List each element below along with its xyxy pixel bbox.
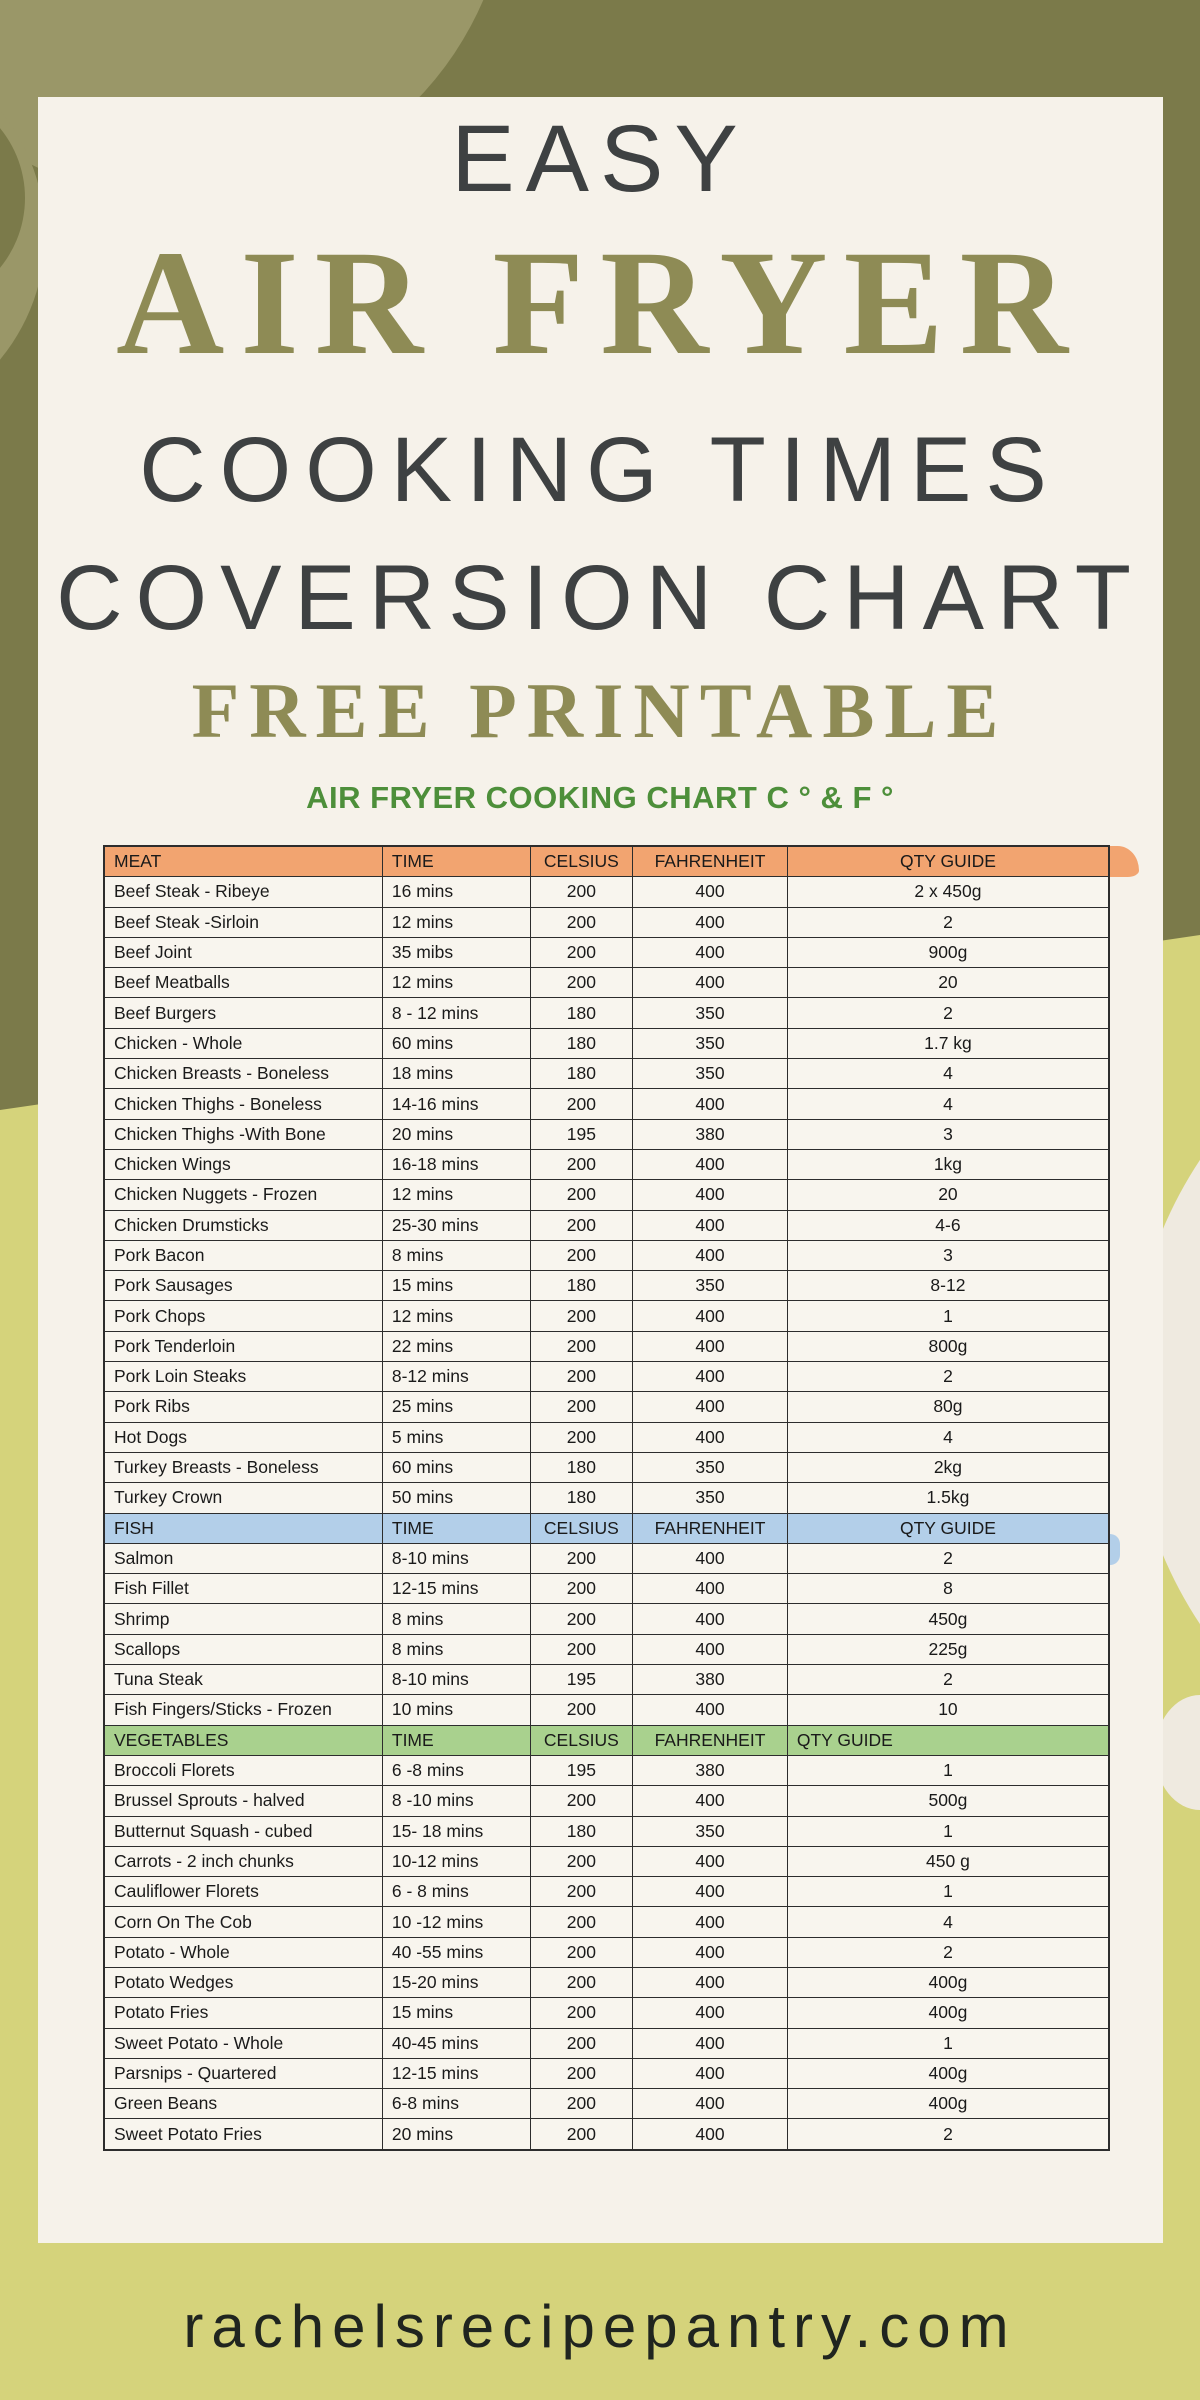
table-row xyxy=(104,968,1109,998)
food-cell: Chicken Thighs - Boneless xyxy=(104,1089,382,1119)
table-row xyxy=(104,1483,1109,1513)
food-cell: Parsnips - Quartered xyxy=(104,2058,382,2088)
celsius-cell: 200 xyxy=(530,1240,633,1270)
fahrenheit-cell: 400 xyxy=(633,1604,788,1634)
table-row xyxy=(104,1180,1109,1210)
time-cell: 35 mibs xyxy=(382,937,530,967)
celsius-cell: 200 xyxy=(530,1362,633,1392)
time-cell: 6-8 mins xyxy=(382,2089,530,2119)
qty-cell: 400g xyxy=(787,2089,1109,2119)
food-cell: Pork Sausages xyxy=(104,1271,382,1301)
column-header-fahrenheit: FAHRENHEIT xyxy=(633,1513,788,1543)
fahrenheit-cell: 400 xyxy=(633,1301,788,1331)
fahrenheit-cell: 400 xyxy=(633,1907,788,1937)
table-row xyxy=(104,1755,1109,1785)
qty-cell: 20 xyxy=(787,968,1109,998)
table-row xyxy=(104,1574,1109,1604)
fahrenheit-cell: 400 xyxy=(633,1574,788,1604)
table-row xyxy=(104,1786,1109,1816)
celsius-cell: 200 xyxy=(530,1392,633,1422)
table-row xyxy=(104,1331,1109,1361)
time-cell: 15-20 mins xyxy=(382,1967,530,1997)
fahrenheit-cell: 400 xyxy=(633,1331,788,1361)
fahrenheit-cell: 400 xyxy=(633,1543,788,1573)
fahrenheit-cell: 400 xyxy=(633,1089,788,1119)
food-cell: Tuna Steak xyxy=(104,1665,382,1695)
time-cell: 15 mins xyxy=(382,1998,530,2028)
time-cell: 60 mins xyxy=(382,1028,530,1058)
qty-cell: 1.5kg xyxy=(787,1483,1109,1513)
time-cell: 22 mins xyxy=(382,1331,530,1361)
fahrenheit-cell: 350 xyxy=(633,1483,788,1513)
table-row xyxy=(104,937,1109,967)
fahrenheit-cell: 400 xyxy=(633,1877,788,1907)
food-cell: Turkey Breasts - Boneless xyxy=(104,1452,382,1482)
table-row xyxy=(104,1937,1109,1967)
table-row xyxy=(104,2058,1109,2088)
qty-cell: 4 xyxy=(787,1059,1109,1089)
fahrenheit-cell: 400 xyxy=(633,1634,788,1664)
table-row xyxy=(104,1604,1109,1634)
celsius-cell: 200 xyxy=(530,1210,633,1240)
time-cell: 40-45 mins xyxy=(382,2028,530,2058)
celsius-cell: 200 xyxy=(530,1634,633,1664)
qty-cell: 2 xyxy=(787,1543,1109,1573)
time-cell: 8 - 12 mins xyxy=(382,998,530,1028)
celsius-cell: 200 xyxy=(530,2058,633,2088)
time-cell: 12-15 mins xyxy=(382,2058,530,2088)
celsius-cell: 200 xyxy=(530,2089,633,2119)
celsius-cell: 200 xyxy=(530,2028,633,2058)
time-cell: 16-18 mins xyxy=(382,1149,530,1179)
food-cell: Chicken - Whole xyxy=(104,1028,382,1058)
column-header-qty-guide: QTY GUIDE xyxy=(787,1513,1109,1543)
qty-cell: 400g xyxy=(787,1998,1109,2028)
food-cell: Potato Fries xyxy=(104,1998,382,2028)
qty-cell: 20 xyxy=(787,1180,1109,1210)
qty-cell: 4 xyxy=(787,1422,1109,1452)
fahrenheit-cell: 400 xyxy=(633,1998,788,2028)
time-cell: 12-15 mins xyxy=(382,1574,530,1604)
table-row xyxy=(104,1149,1109,1179)
time-cell: 60 mins xyxy=(382,1452,530,1482)
column-header-celsius: CELSIUS xyxy=(530,1725,633,1755)
time-cell: 40 -55 mins xyxy=(382,1937,530,1967)
celsius-cell: 200 xyxy=(530,877,633,907)
table-row xyxy=(104,2089,1109,2119)
table-row xyxy=(104,1301,1109,1331)
qty-cell: 900g xyxy=(787,937,1109,967)
celsius-cell: 180 xyxy=(530,1059,633,1089)
fahrenheit-cell: 400 xyxy=(633,1846,788,1876)
celsius-cell: 180 xyxy=(530,1483,633,1513)
time-cell: 8 -10 mins xyxy=(382,1786,530,1816)
fahrenheit-cell: 400 xyxy=(633,968,788,998)
table-row xyxy=(104,907,1109,937)
food-cell: Pork Chops xyxy=(104,1301,382,1331)
food-cell: Fish Fingers/Sticks - Frozen xyxy=(104,1695,382,1725)
fahrenheit-cell: 350 xyxy=(633,998,788,1028)
qty-cell: 2 xyxy=(787,998,1109,1028)
table-row xyxy=(104,1998,1109,2028)
celsius-cell: 200 xyxy=(530,1301,633,1331)
fahrenheit-cell: 400 xyxy=(633,2089,788,2119)
time-cell: 20 mins xyxy=(382,2119,530,2150)
column-header-qty-guide: QTY GUIDE xyxy=(787,1725,1109,1755)
food-cell: Chicken Nuggets - Frozen xyxy=(104,1180,382,1210)
fahrenheit-cell: 400 xyxy=(633,2119,788,2150)
fahrenheit-cell: 400 xyxy=(633,2058,788,2088)
food-cell: Sweet Potato - Whole xyxy=(104,2028,382,2058)
fahrenheit-cell: 400 xyxy=(633,1240,788,1270)
chart-title: AIR FRYER COOKING CHART C ° & F ° xyxy=(306,780,894,815)
celsius-cell: 180 xyxy=(530,1452,633,1482)
food-cell: Potato - Whole xyxy=(104,1937,382,1967)
time-cell: 6 -8 mins xyxy=(382,1755,530,1785)
table-row xyxy=(104,1967,1109,1997)
fahrenheit-cell: 380 xyxy=(633,1119,788,1149)
qty-cell: 2 xyxy=(787,1665,1109,1695)
qty-cell: 3 xyxy=(787,1240,1109,1270)
food-cell: Chicken Breasts - Boneless xyxy=(104,1059,382,1089)
qty-cell: 400g xyxy=(787,2058,1109,2088)
time-cell: 18 mins xyxy=(382,1059,530,1089)
celsius-cell: 195 xyxy=(530,1755,633,1785)
cooking-times-table xyxy=(103,845,1110,2151)
food-cell: Pork Loin Steaks xyxy=(104,1362,382,1392)
time-cell: 8-10 mins xyxy=(382,1665,530,1695)
footer-website: rachelsrecipepantry.com xyxy=(183,2293,1017,2360)
celsius-cell: 200 xyxy=(530,1846,633,1876)
table-row xyxy=(104,1665,1109,1695)
celsius-cell: 200 xyxy=(530,2119,633,2150)
table-row xyxy=(104,1907,1109,1937)
qty-cell: 450g xyxy=(787,1604,1109,1634)
fahrenheit-cell: 400 xyxy=(633,907,788,937)
section-header-row-meat xyxy=(104,846,1109,877)
column-header-celsius: CELSIUS xyxy=(530,1513,633,1543)
celsius-cell: 200 xyxy=(530,937,633,967)
celsius-cell: 195 xyxy=(530,1119,633,1149)
celsius-cell: 200 xyxy=(530,1422,633,1452)
table-row xyxy=(104,1816,1109,1846)
table-row xyxy=(104,1695,1109,1725)
time-cell: 6 - 8 mins xyxy=(382,1877,530,1907)
qty-cell: 1 xyxy=(787,1301,1109,1331)
food-cell: Pork Tenderloin xyxy=(104,1331,382,1361)
time-cell: 8 mins xyxy=(382,1240,530,1270)
food-cell: Cauliflower Florets xyxy=(104,1877,382,1907)
celsius-cell: 200 xyxy=(530,1695,633,1725)
time-cell: 15- 18 mins xyxy=(382,1816,530,1846)
table-row xyxy=(104,1422,1109,1452)
table-row xyxy=(104,1028,1109,1058)
fahrenheit-cell: 400 xyxy=(633,1392,788,1422)
table-row xyxy=(104,1210,1109,1240)
title-easy: EASY xyxy=(451,106,749,212)
qty-cell: 8 xyxy=(787,1574,1109,1604)
time-cell: 10-12 mins xyxy=(382,1846,530,1876)
fahrenheit-cell: 350 xyxy=(633,1059,788,1089)
celsius-cell: 200 xyxy=(530,1149,633,1179)
section-name-cell: MEAT xyxy=(104,846,382,877)
time-cell: 50 mins xyxy=(382,1483,530,1513)
table-row xyxy=(104,1392,1109,1422)
fahrenheit-cell: 350 xyxy=(633,1452,788,1482)
column-header-time: TIME xyxy=(382,1725,530,1755)
column-header-time: TIME xyxy=(382,846,530,877)
celsius-cell: 195 xyxy=(530,1665,633,1695)
celsius-cell: 200 xyxy=(530,968,633,998)
fahrenheit-cell: 400 xyxy=(633,1210,788,1240)
column-header-time: TIME xyxy=(382,1513,530,1543)
title-cooking-times: COOKING TIMES xyxy=(139,419,1061,521)
food-cell: Beef Joint xyxy=(104,937,382,967)
qty-cell: 1 xyxy=(787,1755,1109,1785)
qty-cell: 1.7 kg xyxy=(787,1028,1109,1058)
celsius-cell: 200 xyxy=(530,1089,633,1119)
column-header-celsius: CELSIUS xyxy=(530,846,633,877)
qty-cell: 8-12 xyxy=(787,1271,1109,1301)
celsius-cell: 200 xyxy=(530,1907,633,1937)
time-cell: 8 mins xyxy=(382,1634,530,1664)
time-cell: 20 mins xyxy=(382,1119,530,1149)
qty-cell: 10 xyxy=(787,1695,1109,1725)
food-cell: Scallops xyxy=(104,1634,382,1664)
food-cell: Chicken Wings xyxy=(104,1149,382,1179)
column-header-qty-guide: QTY GUIDE xyxy=(787,846,1109,877)
fahrenheit-cell: 400 xyxy=(633,1149,788,1179)
time-cell: 5 mins xyxy=(382,1422,530,1452)
time-cell: 25 mins xyxy=(382,1392,530,1422)
fahrenheit-cell: 400 xyxy=(633,1422,788,1452)
table-row xyxy=(104,1089,1109,1119)
celsius-cell: 200 xyxy=(530,1543,633,1573)
time-cell: 8-12 mins xyxy=(382,1362,530,1392)
qty-cell: 1kg xyxy=(787,1149,1109,1179)
qty-cell: 2 xyxy=(787,1937,1109,1967)
food-cell: Chicken Thighs -With Bone xyxy=(104,1119,382,1149)
qty-cell: 2kg xyxy=(787,1452,1109,1482)
title-air-fryer: AIR FRYER xyxy=(116,220,1084,386)
qty-cell: 80g xyxy=(787,1392,1109,1422)
celsius-cell: 200 xyxy=(530,1967,633,1997)
table-row xyxy=(104,2028,1109,2058)
qty-cell: 4-6 xyxy=(787,1210,1109,1240)
food-cell: Shrimp xyxy=(104,1604,382,1634)
food-cell: Hot Dogs xyxy=(104,1422,382,1452)
fahrenheit-cell: 400 xyxy=(633,2028,788,2058)
celsius-cell: 200 xyxy=(530,1877,633,1907)
celsius-cell: 180 xyxy=(530,1028,633,1058)
celsius-cell: 200 xyxy=(530,1937,633,1967)
qty-cell: 3 xyxy=(787,1119,1109,1149)
food-cell: Salmon xyxy=(104,1543,382,1573)
time-cell: 8-10 mins xyxy=(382,1543,530,1573)
time-cell: 12 mins xyxy=(382,1301,530,1331)
section-name-cell: FISH xyxy=(104,1513,382,1543)
food-cell: Pork Ribs xyxy=(104,1392,382,1422)
qty-cell: 225g xyxy=(787,1634,1109,1664)
qty-cell: 2 xyxy=(787,2119,1109,2150)
column-header-fahrenheit: FAHRENHEIT xyxy=(633,1725,788,1755)
fahrenheit-cell: 400 xyxy=(633,1695,788,1725)
qty-cell: 4 xyxy=(787,1907,1109,1937)
fahrenheit-cell: 350 xyxy=(633,1271,788,1301)
qty-cell: 1 xyxy=(787,1877,1109,1907)
table-row xyxy=(104,1877,1109,1907)
food-cell: Butternut Squash - cubed xyxy=(104,1816,382,1846)
food-cell: Beef Meatballs xyxy=(104,968,382,998)
table-row xyxy=(104,1240,1109,1270)
celsius-cell: 200 xyxy=(530,1786,633,1816)
time-cell: 16 mins xyxy=(382,877,530,907)
celsius-cell: 200 xyxy=(530,1331,633,1361)
time-cell: 8 mins xyxy=(382,1604,530,1634)
fahrenheit-cell: 400 xyxy=(633,937,788,967)
food-cell: Pork Bacon xyxy=(104,1240,382,1270)
celsius-cell: 180 xyxy=(530,998,633,1028)
table-row xyxy=(104,2119,1109,2150)
qty-cell: 2 x 450g xyxy=(787,877,1109,907)
title-free-printable: FREE PRINTABLE xyxy=(191,667,1009,754)
food-cell: Broccoli Florets xyxy=(104,1755,382,1785)
fahrenheit-cell: 400 xyxy=(633,1180,788,1210)
table-row xyxy=(104,1452,1109,1482)
time-cell: 14-16 mins xyxy=(382,1089,530,1119)
time-cell: 12 mins xyxy=(382,968,530,998)
section-name-cell: VEGETABLES xyxy=(104,1725,382,1755)
time-cell: 10 mins xyxy=(382,1695,530,1725)
time-cell: 12 mins xyxy=(382,907,530,937)
time-cell: 10 -12 mins xyxy=(382,1907,530,1937)
fahrenheit-cell: 400 xyxy=(633,1362,788,1392)
celsius-cell: 200 xyxy=(530,1180,633,1210)
qty-cell: 2 xyxy=(787,1362,1109,1392)
qty-cell: 4 xyxy=(787,1089,1109,1119)
celsius-cell: 200 xyxy=(530,1604,633,1634)
qty-cell: 1 xyxy=(787,1816,1109,1846)
table-row xyxy=(104,1846,1109,1876)
food-cell: Sweet Potato Fries xyxy=(104,2119,382,2150)
table-row xyxy=(104,1543,1109,1573)
food-cell: Brussel Sprouts - halved xyxy=(104,1786,382,1816)
section-header-row-fish xyxy=(104,1513,1109,1543)
food-cell: Potato Wedges xyxy=(104,1967,382,1997)
section-header-row-vegetables xyxy=(104,1725,1109,1755)
celsius-cell: 200 xyxy=(530,1574,633,1604)
qty-cell: 450 g xyxy=(787,1846,1109,1876)
table-row xyxy=(104,1271,1109,1301)
fahrenheit-cell: 400 xyxy=(633,877,788,907)
qty-cell: 400g xyxy=(787,1967,1109,1997)
time-cell: 25-30 mins xyxy=(382,1210,530,1240)
food-cell: Corn On The Cob xyxy=(104,1907,382,1937)
fahrenheit-cell: 400 xyxy=(633,1967,788,1997)
fahrenheit-cell: 400 xyxy=(633,1937,788,1967)
celsius-cell: 180 xyxy=(530,1816,633,1846)
celsius-cell: 180 xyxy=(530,1271,633,1301)
time-cell: 15 mins xyxy=(382,1271,530,1301)
table-row xyxy=(104,1362,1109,1392)
time-cell: 12 mins xyxy=(382,1180,530,1210)
qty-cell: 1 xyxy=(787,2028,1109,2058)
fahrenheit-cell: 350 xyxy=(633,1816,788,1846)
column-header-fahrenheit: FAHRENHEIT xyxy=(633,846,788,877)
qty-cell: 800g xyxy=(787,1331,1109,1361)
title-conversion-chart: COVERSION CHART xyxy=(56,547,1144,649)
table-row xyxy=(104,1119,1109,1149)
qty-cell: 2 xyxy=(787,907,1109,937)
celsius-cell: 200 xyxy=(530,907,633,937)
food-cell: Turkey Crown xyxy=(104,1483,382,1513)
food-cell: Beef Steak - Ribeye xyxy=(104,877,382,907)
food-cell: Beef Steak -Sirloin xyxy=(104,907,382,937)
fahrenheit-cell: 380 xyxy=(633,1755,788,1785)
qty-cell: 500g xyxy=(787,1786,1109,1816)
table-row xyxy=(104,877,1109,907)
table-row xyxy=(104,1634,1109,1664)
fahrenheit-cell: 400 xyxy=(633,1786,788,1816)
fahrenheit-cell: 350 xyxy=(633,1028,788,1058)
table-row xyxy=(104,1059,1109,1089)
food-cell: Fish Fillet xyxy=(104,1574,382,1604)
food-cell: Green Beans xyxy=(104,2089,382,2119)
food-cell: Beef Burgers xyxy=(104,998,382,1028)
celsius-cell: 200 xyxy=(530,1998,633,2028)
food-cell: Chicken Drumsticks xyxy=(104,1210,382,1240)
food-cell: Carrots - 2 inch chunks xyxy=(104,1846,382,1876)
fahrenheit-cell: 380 xyxy=(633,1665,788,1695)
table-row xyxy=(104,998,1109,1028)
